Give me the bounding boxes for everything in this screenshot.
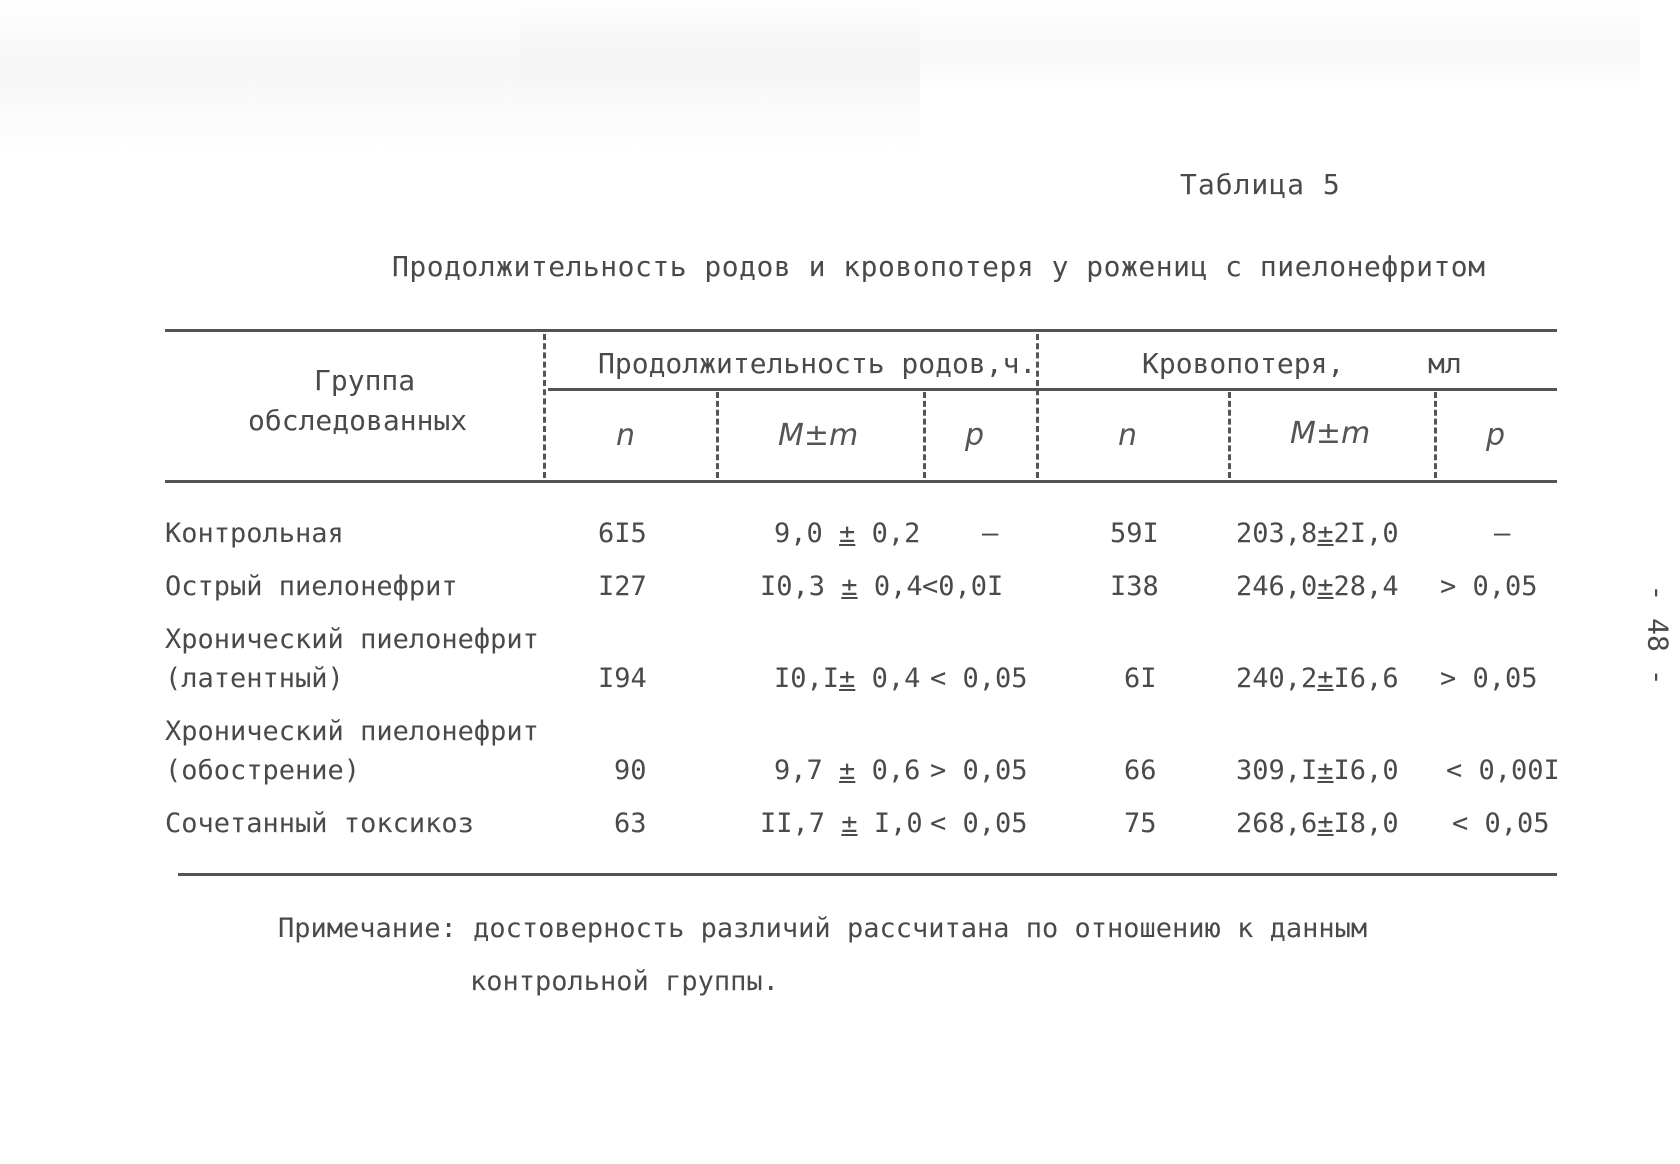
table-title: Продолжительность родов и кровопотеря у рожениц с пиелонефритом (392, 250, 1486, 283)
header-group-line2: обследованных (248, 404, 468, 437)
cell-n-bloodloss: 66 (1124, 755, 1157, 786)
cell-mean-duration: I0,I± 0,4 (774, 663, 921, 694)
cell-p-duration: <0,0I (922, 571, 1004, 602)
divider-n1 (716, 392, 719, 478)
cell-p-bloodloss: > 0,05 (1440, 663, 1538, 694)
header-mean-bloodloss: M±m (1290, 416, 1371, 451)
header-n-bloodloss: n (1118, 418, 1138, 453)
cell-n-bloodloss: I38 (1110, 571, 1159, 602)
cell-mean-duration: 9,0 ± 0,2 (774, 518, 921, 549)
cell-n-duration: 63 (614, 808, 647, 839)
header-duration: Продолжительность родов,ч. (598, 347, 1037, 380)
header-p-duration: p (965, 418, 985, 453)
cell-p-duration: – (982, 518, 999, 549)
table-bottom-rule (178, 873, 1557, 876)
cell-p-duration: > 0,05 (930, 755, 1028, 786)
cell-mean-duration: II,7 ± I,0 (760, 808, 923, 839)
page-number (1638, 575, 1678, 695)
table-top-rule (165, 329, 1557, 332)
cell-p-duration: < 0,05 (930, 808, 1028, 839)
table-number: Таблица 5 (1180, 168, 1341, 201)
table-note-line2: контрольной группы. (470, 966, 779, 997)
cell-n-duration: I27 (598, 571, 647, 602)
row-label: Хронический пиелонефрит (165, 716, 539, 747)
cell-p-bloodloss: < 0,00I (1446, 755, 1560, 786)
divider-group (543, 334, 546, 478)
cell-n-duration: 6I5 (598, 518, 647, 549)
row-label: Хронический пиелонефрит (165, 624, 539, 655)
divider-n2 (1228, 392, 1231, 478)
cell-p-bloodloss: > 0,05 (1440, 571, 1538, 602)
header-group: Группа (314, 364, 416, 397)
cell-mean-duration: I0,3 ± 0,4 (760, 571, 923, 602)
cell-p-duration: < 0,05 (930, 663, 1028, 694)
cell-p-bloodloss: < 0,05 (1452, 808, 1550, 839)
header-sub-rule (548, 388, 1557, 391)
header-bloodloss-unit: мл (1428, 347, 1462, 380)
cell-n-bloodloss: 75 (1124, 808, 1157, 839)
row-label: Сочетанный токсикоз (165, 808, 474, 839)
cell-n-bloodloss: 59I (1110, 518, 1159, 549)
cell-n-bloodloss: 6I (1124, 663, 1157, 694)
cell-mean-bloodloss: 268,6±I8,0 (1236, 808, 1399, 839)
row-label: Контрольная (165, 518, 344, 549)
divider-m2 (1434, 392, 1437, 478)
cell-n-duration: 90 (614, 755, 647, 786)
cell-n-duration: I94 (598, 663, 647, 694)
row-label-line2: (латентный) (165, 663, 344, 694)
header-bloodloss: Кровопотеря, (1142, 347, 1345, 380)
divider-duration (1036, 334, 1039, 478)
header-bottom-rule (165, 480, 1557, 483)
cell-mean-bloodloss: 203,8±2I,0 (1236, 518, 1399, 549)
cell-mean-duration: 9,7 ± 0,6 (774, 755, 921, 786)
cell-p-bloodloss: – (1494, 518, 1511, 549)
cell-mean-bloodloss: 309,I±I6,0 (1236, 755, 1399, 786)
row-label: Острый пиелонефрит (165, 571, 458, 602)
row-label-line2: (обострение) (165, 755, 361, 786)
cell-mean-bloodloss: 240,2±I6,6 (1236, 663, 1399, 694)
header-mean-duration: M±m (778, 418, 859, 453)
header-n-duration: n (616, 418, 636, 453)
table-note: Примечание: достоверность различий рассчитана по отношению к данным (278, 913, 1368, 944)
scan-shadow-top (520, 0, 1640, 90)
cell-mean-bloodloss: 246,0±28,4 (1236, 571, 1399, 602)
divider-m1 (923, 392, 926, 478)
page-number-text: - 48 - (1641, 584, 1675, 686)
header-p-bloodloss: p (1486, 418, 1506, 453)
